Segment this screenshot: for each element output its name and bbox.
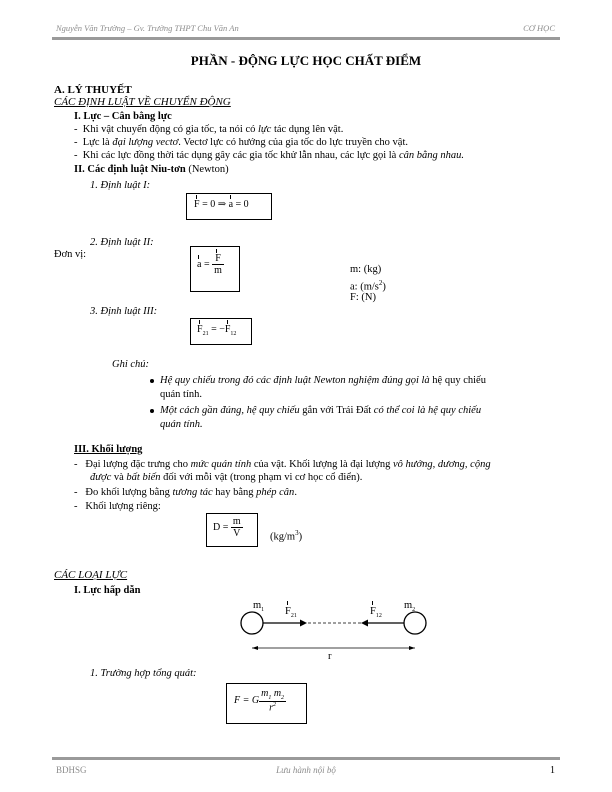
law3-formula: $F_{21} = -F_{12}$ [197, 324, 237, 337]
note-2: Một cách gần đúng, hệ quy chiếu gắn với Trái Đất có thể coi là hệ quy chiếu [150, 404, 481, 417]
unit-force: F: (N) [350, 292, 376, 303]
note-1-cont: quán tính. [160, 389, 202, 400]
note-1: Hệ quy chiếu trong đó các định luật Newton nghiệm đúng gọi là hệ quy chiếu [150, 374, 486, 387]
force-heading: I. Lực – Cân bằng lực [74, 111, 172, 122]
page-title: PHẦN - ĐỘNG LỰC HỌC CHẤT ĐIỂM [190, 53, 422, 68]
law1-formula: F = 0 ⇒ a = 0 [194, 199, 249, 210]
note-label: Ghi chú: [112, 359, 150, 370]
mass-bullet-1: - Đại lượng đặc trưng cho mức quán tính của vật. Khối lượng là đại lượng vô hướng, dương, cộng [74, 459, 491, 470]
header-subject: CƠ HỌC [523, 23, 555, 33]
units-label: Đơn vị: [54, 249, 87, 260]
section-a-heading: A. LÝ THUYẾT [54, 84, 132, 96]
force-bullet-2: - Lực là đại lượng vectơ. Vectơ lực có hướng của gia tốc do lực truyền cho vật. [74, 137, 409, 148]
laws-heading: CÁC ĐỊNH LUẬT VỀ CHUYỂN ĐỘNG [54, 96, 231, 108]
force-21-label: $F_{21}$ [285, 606, 297, 620]
page-number: 1 [550, 765, 555, 776]
mass-1-label: $m_1$ [253, 600, 265, 614]
force-12-label: $F_{12}$ [370, 606, 382, 620]
footer-left: BDHSG [56, 765, 87, 775]
gravity-heading: I. Lực hấp dẫn [74, 585, 141, 596]
law3-label: 3. Định luật III: [90, 306, 158, 317]
header-rule [52, 37, 560, 40]
density-unit: $(kg/m^3)$ [270, 529, 303, 543]
density-formula: D = $\frac{m}{V}$ [213, 516, 241, 539]
mass-bullet-3: - Khối lượng riêng: [74, 501, 161, 512]
law2-label: 2. Định luật II: [90, 237, 154, 248]
newton-heading: II. Các định luật Niu-tơn (Newton) [74, 164, 229, 175]
gravity-formula: F = G $\frac{m_1 m_2}{r^2}$ [234, 688, 285, 714]
header-author: Nguyễn Văn Trường – Gv. Trường THPT Chu Văn An [56, 23, 239, 33]
unit-accel: a: $(m/s^2)$ [350, 279, 386, 293]
mass-2-label: $m_2$ [404, 600, 416, 614]
mass-bullet-1-cont: được và bất biến đối với mỗi vật (trong phạm vi cơ học cổ điển). [90, 472, 363, 483]
mass-bullet-2: - Đo khối lượng bằng tương tác hay bằng phép cân. [74, 487, 297, 498]
distance-label: r [328, 651, 332, 662]
footer-center: Lưu hành nội bộ [276, 765, 336, 775]
general-case-label: 1. Trường hợp tổng quát: [90, 668, 197, 679]
note-2-cont: quán tính. [160, 419, 203, 430]
forces-heading: CÁC LOẠI LỰC [54, 569, 128, 581]
law2-formula: a = $\frac{F}{m}$ [197, 253, 222, 276]
force-bullet-3: - Khi các lực đồng thời tác dụng gây các gia tốc khử lẫn nhau, các lực gọi là cân bằng nhau. [74, 150, 465, 161]
unit-mass: m: (kg) [350, 264, 382, 275]
mass-heading: III. Khối lượng [74, 444, 143, 455]
force-bullet-1: - Khi vật chuyển động có gia tốc, ta nói có lực tác dụng lên vật. [74, 124, 344, 135]
law1-label: 1. Định luật I: [90, 180, 151, 191]
footer-rule [52, 757, 560, 760]
